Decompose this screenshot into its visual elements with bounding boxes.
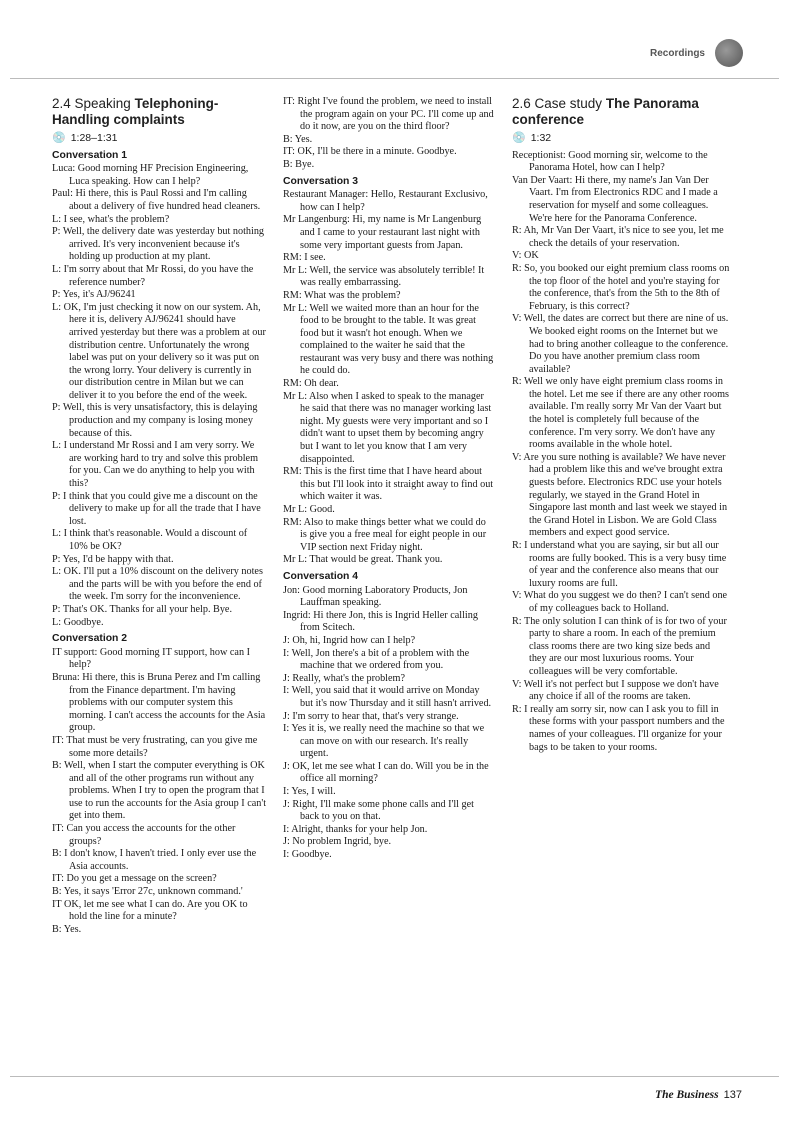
transcript-line: P: Yes, I'd be happy with that.	[52, 553, 174, 565]
audio-track: 💿 1:32	[512, 132, 552, 144]
transcript-line: Receptionist: Good morning sir, welcome to the Panorama Hotel, how can I help?	[512, 149, 708, 174]
transcript-line: IT: That must be very frustrating, can you give me some more details?	[52, 734, 258, 759]
transcript-line: IT support: Good morning IT support, how can I help?	[52, 646, 250, 671]
transcript-line: Paul: Hi there, this is Paul Rossi and I'm calling about a delivery of five hundred head cleaners.	[52, 188, 261, 212]
conversation-title: Conversation 4	[283, 570, 359, 582]
transcript-line: Ingrid: Hi there Jon, this is Ingrid Heller calling from Scitech.	[283, 609, 478, 634]
transcript-line: Mr L: That would be great. Thank you.	[283, 554, 443, 566]
transcript-line: Mr L: Well, the service was absolutely terrible! It was really embarrassing.	[283, 264, 485, 289]
transcript-line: P: I think that you could give me a discount on the delivery to make up for all the trade that I have lost.	[52, 490, 261, 527]
transcript-line: R: So, you booked our eight premium class rooms on the top floor of the hotel and you're staying for the conference, that's from the 5th to the 8th of February, is this correct?	[512, 262, 730, 312]
transcript-line: L: I'm sorry about that Mr Rossi, do you have the reference number?	[52, 263, 254, 288]
page-footer	[655, 1089, 742, 1101]
transcript-line: P: Yes, it's AJ/96241	[52, 289, 136, 301]
transcript-line: Mr Langenburg: Hi, my name is Mr Langenburg and I came to your restaurant last night with some very important guests from Japan.	[283, 214, 482, 251]
transcript-line: L: OK. I'll put a 10% discount on the delivery notes and the parts will be with you before the end of the week. I'm sorry for the inconvenience.	[52, 566, 263, 603]
transcript	[512, 150, 730, 755]
transcript-line: J: Oh, hi, Ingrid how can I help?	[283, 634, 416, 646]
transcript-line: I: Well, you said that it would arrive on Monday but it's now Thursday and it still hasn't arrived.	[283, 685, 492, 709]
section-label: Recordings	[649, 47, 705, 59]
transcript-line: V: What do you suggest we do then? I can't send one of my colleagues back to Holland.	[512, 590, 728, 614]
transcript-line: R: Ah, Mr Van Der Vaart, it's nice to see you, let me check the details of your reservation.	[512, 225, 724, 249]
transcript-line: L: I see, what's the problem?	[52, 213, 170, 225]
transcript-line: I: Yes, I will.	[283, 786, 336, 798]
transcript-line: B: Yes.	[283, 133, 313, 145]
transcript-line: IT: Right I've found the problem, we need to install the program again on your PC. I'll come up and do it now, are you on the third floor?	[283, 96, 494, 133]
transcript-line: Van Der Vaart: Hi there, my name's Jan Van Der Vaart. I'm from Electronics RDC and I made a reservation for myself and some colleagues. We're here for the Panorama Conference.	[512, 174, 718, 224]
brand-logo: The Business	[655, 1089, 719, 1101]
transcript-line: Bruna: Hi there, this is Bruna Perez and I'm calling from the Finance department. I'm having problems with our computer system this morning. I can't access the accounts for the Asia group.	[52, 671, 266, 734]
transcript-line: J: Really, what's the problem?	[283, 672, 405, 684]
transcript-line: Mr L: Good.	[283, 504, 335, 515]
transcript-line: Mr L: Well we waited more than an hour for the food to be brought to the table. It was great food but it wasn't hot enough. When we complained to the waiter he said that the restaurant was very busy and there was nothing he could do.	[283, 302, 494, 377]
transcript-line: R: Well we only have eight premium class rooms in the hotel. Let me see if there are any other rooms available. I'm really sorry Mr Van der Vaart but the hotel is completely full because of the conference. I'm very sorry. We don't have any rooms available in the whole hotel.	[512, 376, 729, 451]
transcript-line: P: Well, the delivery date was yesterday but nothing arrived. It's very inconvenient because it's holding up production at my plant.	[52, 226, 265, 263]
transcript-line: B: Yes, it says 'Error 27c, unknown command.'	[52, 886, 243, 898]
conversation-list	[283, 176, 495, 862]
conversation-title: Conversation 1	[52, 149, 128, 161]
top-divider	[10, 78, 779, 79]
transcript-line: RM: I see.	[283, 252, 326, 264]
transcript-line: Luca: Good morning HF Precision Engineering, Luca speaking. How can I help?	[52, 163, 249, 187]
transcript-line: IT OK, let me see what I can do. Are you OK to hold the line for a minute?	[52, 898, 248, 923]
column-1	[52, 96, 267, 936]
transcript-line: B: Well, when I start the computer everything is OK and all of the other programs run without any problems. When I try to open the program that I use to run the accounts for the Asia group I can't get into them.	[52, 760, 267, 822]
section-title: 2.6 Case study The Panorama conference	[512, 96, 699, 127]
transcript-line: V: Well, the dates are correct but there are nine of us. We booked eight rooms on the Internet but we had to bring another colleague to the conference. Do you have another premium class room available?	[512, 313, 729, 375]
transcript-line: B: Bye.	[283, 158, 315, 170]
transcript-line: Restaurant Manager: Hello, Restaurant Exclusivo, how can I help?	[283, 189, 488, 213]
section-title: 2.4 Speaking Telephoning- Handling complaints	[52, 96, 219, 127]
conversation-title: Conversation 3	[283, 175, 359, 187]
transcript-line: RM: What was the problem?	[283, 289, 401, 301]
transcript-line: R: I understand what you are saying, sir but all our rooms are fully booked. This is a very busy time of year and the conference also means that our luxury rooms are full.	[512, 540, 727, 589]
transcript-line: B: I don't know, I haven't tried. I only ever use the Asia accounts.	[52, 848, 257, 872]
transcript-line: L: I understand Mr Rossi and I am very sorry. We are working hard to try and solve this problem for you. Can we do anything to help you with this?	[52, 440, 258, 490]
transcript-line: IT: OK, I'll be there in a minute. Goodbye.	[283, 146, 457, 158]
audio-track: 💿 1:28–1:31	[52, 132, 118, 144]
transcript-line: R: I really am sorry sir, now can I ask you to fill in these forms with your passport numbers and the names of your colleagues. I'll organize for your bags to be taken to your rooms.	[512, 703, 725, 753]
transcript-line: R: The only solution I can think of is for two of your party to share a room. In each of the premium class rooms there are two king size beds and they are our most luxurious rooms. Your colleagues will be very comfortable.	[512, 615, 727, 677]
transcript-line: IT: Can you access the accounts for the other groups?	[52, 823, 236, 847]
transcript-line: P: Well, this is very unsatisfactory, this is delaying production and my company is losing money because of this.	[52, 402, 258, 439]
transcript-line: J: Right, I'll make some phone calls and I'll get back to you on that.	[283, 798, 474, 823]
transcript-line: I: Alright, thanks for your help Jon.	[283, 823, 428, 835]
page-header	[650, 38, 743, 68]
transcript-line: J: OK, let me see what I can do. Will you be in the office all morning?	[283, 760, 489, 785]
transcript-line: P: That's OK. Thanks for all your help. Bye.	[52, 603, 233, 615]
transcript-line: I: Goodbye.	[283, 849, 332, 861]
transcript-line: L: OK, I'm just checking it now on our system. Ah, here it is, delivery AJ/96241 should have arrived yesterday but there was a problem at our distribution centre. Unfortunately the wrong label was put on your delivery so it was put on the wrong lorry. Your delivery is currently in our distribution centre in Milan but we can deliver it to you before the end of the week.	[52, 301, 266, 401]
transcript-line: L: Goodbye.	[52, 616, 104, 628]
transcript-line: RM: This is the first time that I have heard about this but I'll look into it straight away to find out which waiter it was.	[283, 466, 494, 503]
transcript-line: IT: Do you get a message on the screen?	[52, 873, 217, 885]
transcript-line: I: Yes it is, we really need the machine so that we can move on with our research. It's really urgent.	[283, 723, 485, 760]
transcript-line: RM: Also to make things better what we could do is give you a free meal for eight people in our VIP section next Friday night.	[283, 516, 487, 553]
transcript-line: V: Are you sure nothing is available? We have never had a problem like this and we've brought extra guests before. Electronics RDC use your hotels regularly, we stayed in the Grand Hotel in Singapore last month and last week we stayed in the Grand Hotel in Lisbon. We are Gold Class members and expect good service.	[512, 451, 728, 539]
transcript-line: L: I think that's reasonable. Would a discount of 10% be OK?	[52, 528, 248, 552]
transcript-line: I: Well, Jon there's a bit of a problem with the machine that we ordered from you.	[283, 647, 470, 672]
transcript-line: J: I'm sorry to hear that, that's very strange.	[283, 710, 459, 722]
transcript-line: RM: Oh dear.	[283, 378, 339, 390]
transcript-line: Mr L: Also when I asked to speak to the manager he said that there was no manager working last night. My guests were very important and so I didn't want to upset them by becoming angry but I want to let you know that I am very disappointed.	[283, 390, 492, 465]
column-3	[512, 96, 730, 754]
page-number: 137	[723, 1089, 742, 1101]
transcript-line: Jon: Good morning Laboratory Products, Jon Lauffman speaking.	[283, 584, 468, 609]
transcript-line: B: Yes.	[52, 923, 82, 935]
cd-icon: 💿	[52, 132, 66, 144]
transcript-continued	[283, 96, 495, 172]
cd-icon: 💿	[512, 132, 526, 144]
bottom-divider	[10, 1076, 779, 1077]
transcript-line: V: Well it's not perfect but I suppose we don't have any choice if all of the rooms are taken.	[512, 678, 719, 703]
transcript-line: J: No problem Ingrid, bye.	[283, 836, 392, 848]
conversation-title: Conversation 2	[52, 633, 128, 645]
transcript-line: V: OK	[512, 250, 539, 262]
conversation-list	[52, 150, 267, 937]
column-2	[283, 96, 495, 862]
header-circle-icon	[715, 39, 743, 67]
